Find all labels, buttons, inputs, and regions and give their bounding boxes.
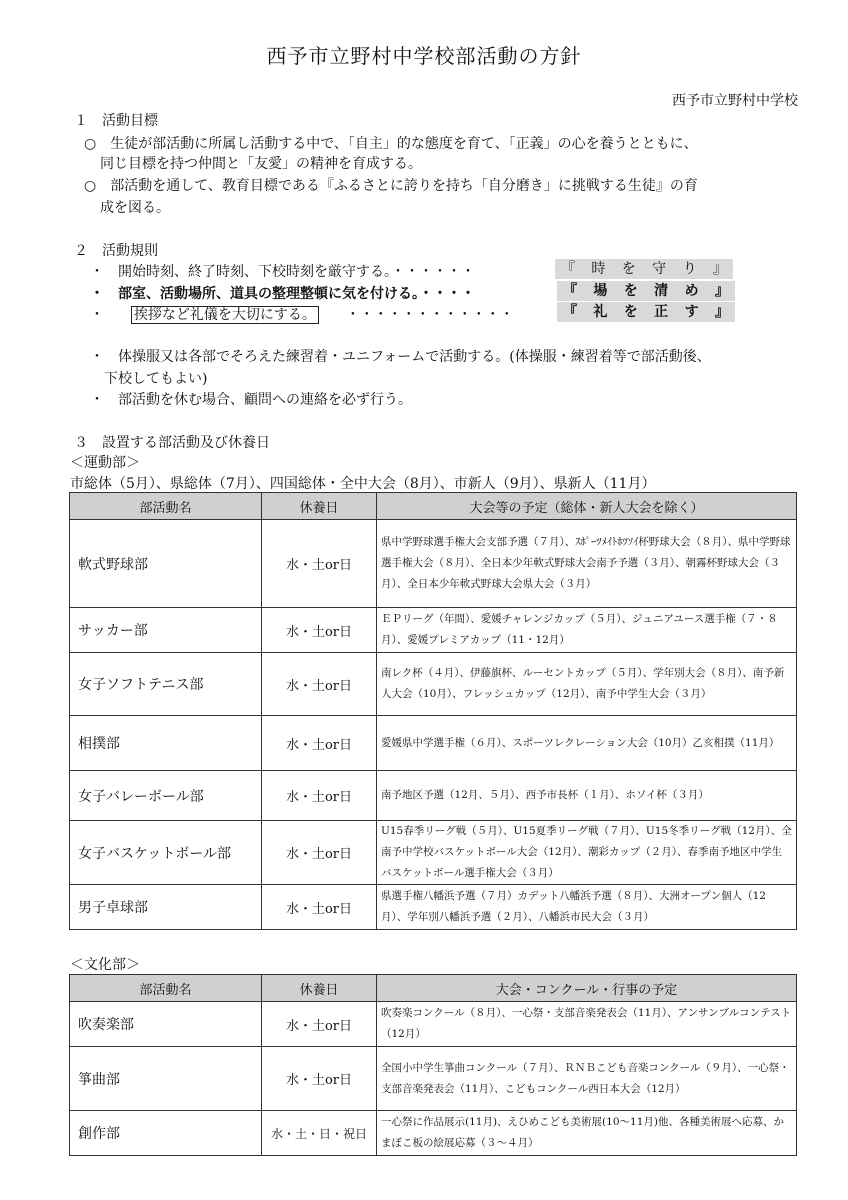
rest-day: 水・土or日 <box>262 608 377 653</box>
header-schedule: 大会等の予定（総体・新人大会を除く） <box>377 493 797 520</box>
schedule: 吹奏楽コンクール（８月）、一心祭・支部音楽発表会（11月）、アンサンブルコンテスト（12月） <box>377 1002 797 1047</box>
table-row <box>70 608 797 653</box>
table-row <box>70 1002 797 1047</box>
table-row <box>70 653 797 716</box>
club-name: 相撲部 <box>70 716 262 771</box>
motto-2 <box>557 281 735 301</box>
schedule: 一心祭に作品展示(11月)、えひめこども美術展(10～11月)他、各種美術展へ応募、かまぼこ板の絵展応募（３～４月） <box>377 1111 797 1156</box>
rule-5: ・ 部活動を休む場合、顧問への連絡を必ず行う。 <box>90 392 412 408</box>
goal-line-1 <box>84 133 698 153</box>
table-row <box>70 821 797 885</box>
rest-day: 水・土or日 <box>262 520 377 608</box>
motto-1-char: 時 <box>591 261 606 277</box>
club-name: 軟式野球部 <box>70 520 262 608</box>
schedule: 愛媛県中学選手権（６月）、スポーツレクレーション大会（10月）乙亥相撲（11月） <box>377 716 797 771</box>
culture-label: ＜文化部＞ <box>70 957 140 973</box>
sports-events: 市総体（5月）、県総体（7月）、四国総体・全中大会（8月）、市新人（9月）、県新人（11月） <box>70 476 656 492</box>
motto-3-char: を <box>623 304 638 320</box>
club-name: 箏曲部 <box>70 1047 262 1111</box>
club-name: サッカー部 <box>70 608 262 653</box>
motto-1 <box>555 259 733 279</box>
rule-4: ・ 体操服又は各部でそろえた練習着・ユニフォームで活動する。(体操服・練習着等で部活動後、 <box>90 349 711 365</box>
rule-1: ・ 開始時刻、終了時刻、下校時刻を厳守する。・・・・・・ <box>90 264 475 280</box>
rest-day: 水・土or日 <box>262 1002 377 1047</box>
club-name: 女子ソフトテニス部 <box>70 653 262 716</box>
motto-3-char: す <box>684 304 699 320</box>
schedule: 全国小中学生箏曲コンクール（７月）、ＲＮＢこども音楽コンクール（９月）、一心祭・支部音楽発表会（11月）、こどもコンクール西日本大会（12月） <box>377 1047 797 1111</box>
table-row <box>70 1047 797 1111</box>
club-name: 女子バスケットボール部 <box>70 821 262 885</box>
schedule: 南レク杯（４月）、伊藤旗杯、ルーセントカップ（５月）、学年別大会（８月）、南予新人大会（10月）、フレッシュカップ（12月）、南予中学生大会（３月） <box>377 653 797 716</box>
motto-2-char: 『 <box>563 283 577 299</box>
motto-1-char: り <box>682 261 697 277</box>
motto-2-char: め <box>684 283 699 299</box>
goal-line-1-text: ○ 生徒が部活動に所属し活動する中で、「自主」的な態度を育て、「正義」の心を養うとともに、 <box>84 136 698 152</box>
rule-3-bullet: ・ <box>90 307 104 323</box>
motto-1-char: 『 <box>561 261 575 277</box>
school-name: 西予市立野村中学校 <box>672 93 798 109</box>
rest-day: 水・土or日 <box>262 1047 377 1111</box>
motto-3-char: 』 <box>714 304 729 320</box>
rest-day: 水・土・日・祝日 <box>262 1111 377 1156</box>
motto-3-char: 礼 <box>593 304 608 320</box>
club-name: 女子バレーボール部 <box>70 771 262 821</box>
header-club: 部活動名 <box>70 493 262 520</box>
motto-1-char: 守 <box>652 261 667 277</box>
rule-4-cont: 下校してもよい) <box>104 371 208 387</box>
schedule: 県選手権八幡浜予選（７月）カデット八幡浜予選（８月）、大洲オープン個人（12月）、学年別八幡浜予選（２月）、八幡浜市民大会（３月） <box>377 885 797 930</box>
table-row <box>70 716 797 771</box>
goal-line-3: ○ 部活動を通して、教育目標である『ふるさとに誇りを持ち「自分磨き」に挑戦する生徒』の育 <box>84 178 698 194</box>
rest-day: 水・土or日 <box>262 821 377 885</box>
schedule: 南予地区予選（12月、５月）、西予市長杯（１月）、ホソイ杯（３月） <box>377 771 797 821</box>
motto-2-char: を <box>623 283 638 299</box>
table-row <box>70 885 797 930</box>
schedule: U15春季リーグ戦（５月）、U15夏季リーグ戦（７月）、U15冬季リーグ戦（12月）、全南予中学校バスケットボール大会（12月）、潮彩カップ（２月）、春季南予地区中学生バスケットボール選手権大会（３月） <box>377 821 797 885</box>
rest-day: 水・土or日 <box>262 771 377 821</box>
table-header-row <box>70 493 797 520</box>
rest-day: 水・土or日 <box>262 653 377 716</box>
motto-2-char: 清 <box>654 283 669 299</box>
header-club: 部活動名 <box>70 975 262 1002</box>
rule-3-boxed-text: 挨拶など礼儀を大切にする。 <box>131 306 319 324</box>
goal-line-2: 同じ目標を持つ仲間と「友愛」の精神を育成する。 <box>100 156 422 172</box>
motto-1-char: 』 <box>712 261 727 277</box>
table-row <box>70 1111 797 1156</box>
motto-2-char: 場 <box>593 283 608 299</box>
motto-1-char: を <box>621 261 636 277</box>
sports-label: ＜運動部＞ <box>70 455 140 471</box>
header-rest-day: 休養日 <box>262 493 377 520</box>
document-title: 西予市立野村中学校部活動の方針 <box>266 44 582 68</box>
header-schedule: 大会・コンクール・行事の予定 <box>377 975 797 1002</box>
schedule: 県中学野球選手権大会支部予選（７月）、ｽﾎﾟｰﾂﾒｲﾄﾎﾂｿｲ杯野球大会（８月）、県中学野球選手権大会（８月）、全日本少年軟式野球大会南予予選（３月）、朝霧杯野球大会（３月）、全日本少年軟式野球大会県大会（３月） <box>377 520 797 608</box>
club-name: 吹奏楽部 <box>70 1002 262 1047</box>
table-row <box>70 771 797 821</box>
motto-3-char: 正 <box>654 304 669 320</box>
rule-3-dots: ・・・・・・・・・・・・ <box>345 307 514 323</box>
rest-day: 水・土or日 <box>262 716 377 771</box>
table-header-row <box>70 975 797 1002</box>
section3-heading: ３ 設置する部活動及び休養日 <box>74 435 270 451</box>
rule-2: ・ 部室、活動場所、道具の整理整頓に気を付ける。・・・・ <box>90 286 475 302</box>
club-name: 男子卓球部 <box>70 885 262 930</box>
sports-table <box>69 492 797 930</box>
rule-3 <box>90 304 514 324</box>
table-row <box>70 520 797 608</box>
section2-heading: ２ 活動規則 <box>74 243 158 259</box>
culture-table <box>69 974 797 1156</box>
motto-3 <box>557 302 735 322</box>
goal-line-4: 成を図る。 <box>100 200 170 216</box>
rest-day: 水・土or日 <box>262 885 377 930</box>
section1-heading: １ 活動目標 <box>74 113 158 129</box>
motto-2-char: 』 <box>714 283 729 299</box>
header-rest-day: 休養日 <box>262 975 377 1002</box>
club-name: 創作部 <box>70 1111 262 1156</box>
motto-3-char: 『 <box>563 304 577 320</box>
schedule: ＥＰリーグ（年間）、愛媛チャレンジカップ（５月）、ジュニアユース選手権（７・８月）、愛媛プレミアカップ（11・12月） <box>377 608 797 653</box>
